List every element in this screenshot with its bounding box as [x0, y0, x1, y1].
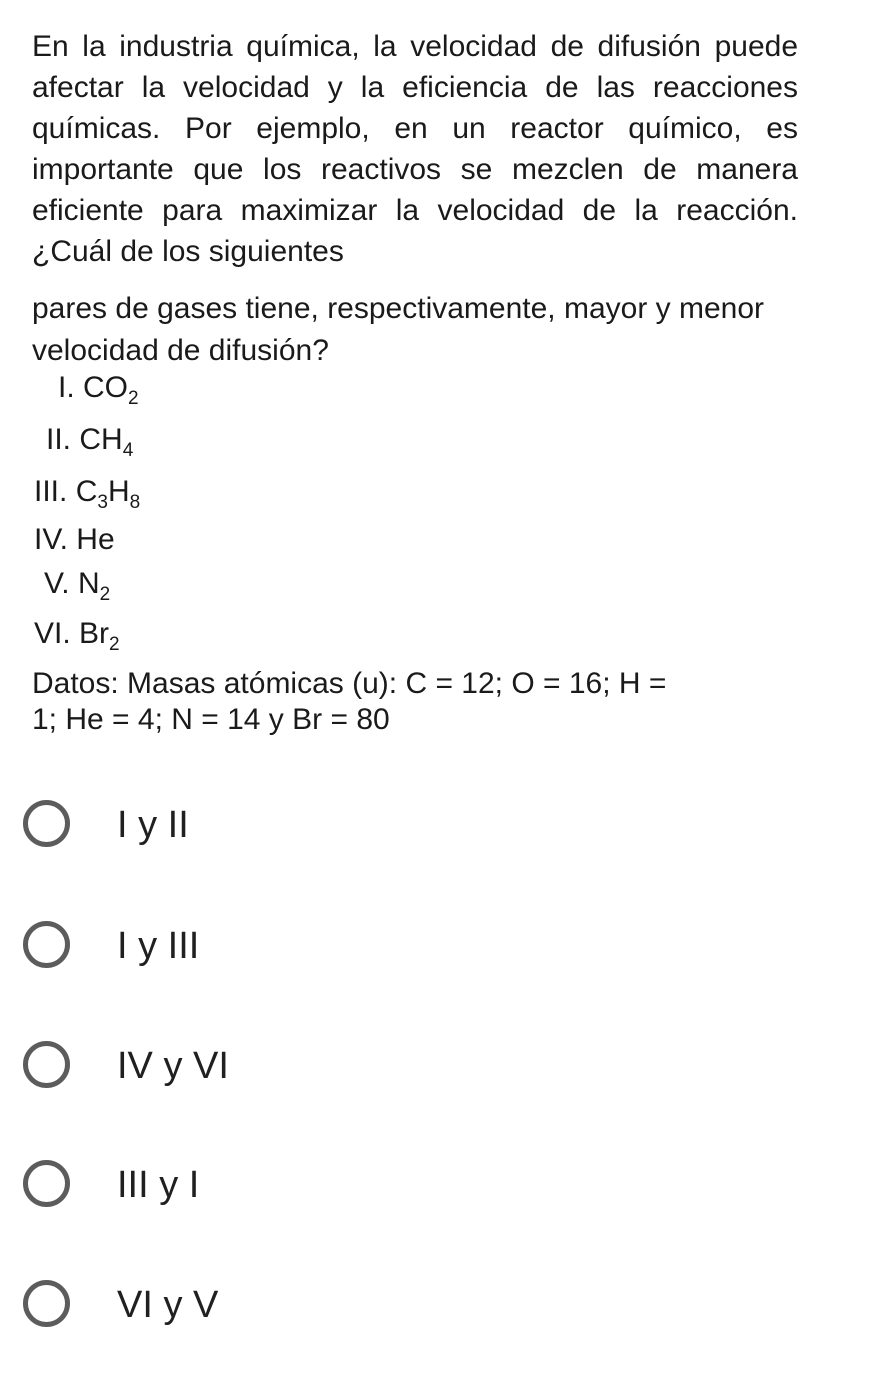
- answer-option-label: I y III: [117, 925, 200, 967]
- compound-numeral: IV.: [34, 523, 68, 556]
- compound-numeral: III.: [34, 475, 68, 508]
- compound-item-ii: [46, 422, 134, 461]
- answer-option-label: III y I: [117, 1164, 200, 1206]
- answer-option-5[interactable]: [0, 1250, 888, 1360]
- compound-formula: He: [76, 523, 115, 556]
- answer-option-2[interactable]: [0, 891, 888, 1001]
- compound-item-iii: [34, 474, 141, 513]
- answer-option-1[interactable]: [0, 770, 888, 880]
- answer-option-3[interactable]: [0, 1011, 888, 1121]
- radio-button[interactable]: [23, 1041, 70, 1088]
- compound-item-iv: [34, 522, 115, 558]
- compound-subscript: 2: [99, 584, 111, 605]
- radio-button[interactable]: [23, 1280, 70, 1327]
- compound-subscript-after: 8: [129, 492, 141, 513]
- compound-numeral: VI.: [34, 617, 71, 650]
- compound-formula: Br: [79, 617, 110, 650]
- compound-formula: C: [75, 475, 98, 508]
- compound-subscript: 2: [128, 388, 139, 409]
- compound-item-v: [44, 566, 111, 605]
- radio-button[interactable]: [23, 800, 70, 847]
- compound-formula: N: [77, 567, 100, 600]
- radio-button[interactable]: [23, 921, 70, 968]
- question-paragraph-2: pares de gases tiene, respectivamente, mayor y menor velocidad de difusión?: [32, 292, 765, 367]
- question-paragraph-1: En la industria química, la velocidad de difusión puede afectar la velocidad y la eficiencia de las reacciones químicas. Por ejemplo, en un reactor químico, es importante que los reactivos se mezclen de manera eficiente para maximizar la velocidad de la reacción. ¿Cuál de los siguientes: [32, 30, 798, 268]
- compound-subscript: 2: [109, 634, 120, 655]
- atomic-mass-line-1: Datos: Masas atómicas (u): C = 12; O = 16; H =: [32, 667, 667, 700]
- compound-subscript: 4: [122, 440, 134, 461]
- answer-option-label: VI y V: [117, 1284, 219, 1326]
- compound-numeral: V.: [44, 567, 70, 600]
- compound-subscript: 3: [97, 492, 108, 513]
- compound-formula: CO: [83, 371, 129, 404]
- compound-numeral: I.: [58, 371, 75, 404]
- atomic-mass-line-2: 1; He = 4; N = 14 y Br = 80: [32, 703, 390, 736]
- compound-item-vi: [34, 616, 120, 655]
- answer-option-label: I y II: [117, 804, 189, 846]
- answer-option-label: IV y VI: [117, 1045, 229, 1087]
- compound-formula: CH: [79, 423, 123, 456]
- answer-option-4[interactable]: [0, 1130, 888, 1240]
- compound-item-i: [58, 370, 139, 409]
- atomic-mass-data: [32, 666, 812, 738]
- compound-formula-after: H: [107, 475, 130, 508]
- compound-numeral: II.: [46, 423, 72, 456]
- radio-button[interactable]: [23, 1160, 70, 1207]
